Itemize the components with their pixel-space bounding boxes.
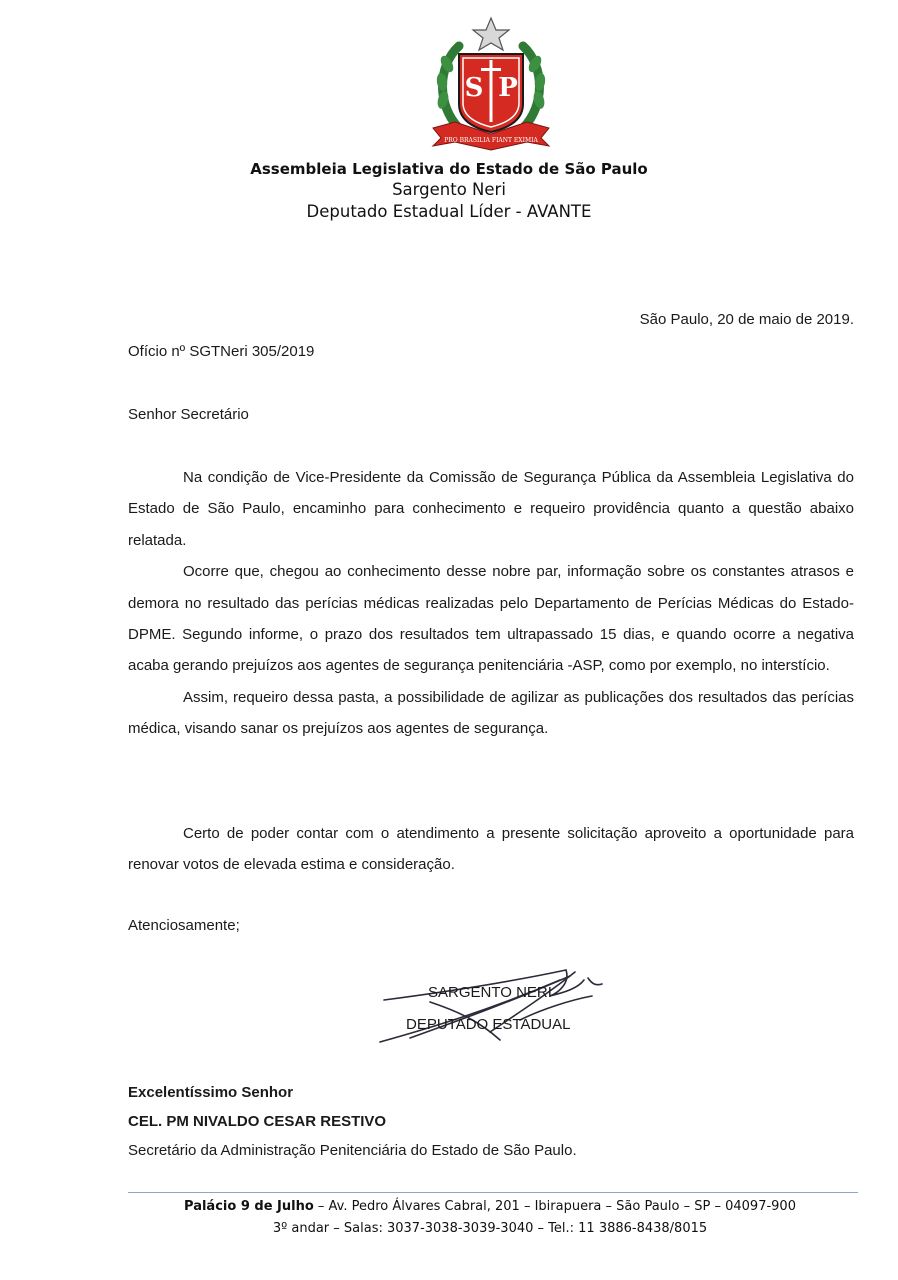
footer-rule <box>128 1192 858 1193</box>
footer-address-line <box>0 1196 898 1218</box>
regards: Atenciosamente; <box>128 917 240 934</box>
letterhead <box>0 159 898 223</box>
body-paragraph-1: Na condição de Vice-Presidente da Comissão de Segurança Pública da Assembleia Legislativa do Estado de São Paulo, encaminho para conhecimento e requeiro providência quanto a questão abaixo relatada. <box>128 469 854 549</box>
closing-text: Certo de poder contar com o atendimento a presente solicitação aproveito a oportunidade para renovar votos de elevada estima e consideração. <box>128 825 854 874</box>
seal-letter-p: P <box>498 73 518 103</box>
footer-contact-line: 3º andar – Salas: 3037-3038-3039-3040 – Tel.: 11 3886-8438/8015 <box>272 1221 708 1236</box>
body-paragraph-2: Ocorre que, chegou ao conhecimento desse nobre par, informação sobre os constantes atrasos e demora no resultado das perícias médicas realizadas pelo Departamento de Perícias Médicas do Estado- DPME. Segundo informe, o prazo dos resultados tem ultrapassado 15 dias, e quando ocorre a negativa acaba gerando prejuízos aos agentes de segurança penitenciária -ASP, como por exemplo, no interstício. <box>128 563 854 675</box>
closing-paragraph <box>128 818 854 881</box>
recipient-title: Secretário da Administração Penitenciária do Estado de São Paulo. <box>128 1142 577 1159</box>
organization-name: Assembleia Legislativa do Estado de São Paulo <box>250 160 648 178</box>
seal-motto: PRO BRASILIA FIANT EXIMIA <box>444 137 538 144</box>
handwritten-signature <box>370 962 620 1052</box>
deputy-role: Deputado Estadual Líder - AVANTE <box>306 202 592 221</box>
recipient-salutation: Excelentíssimo Senhor <box>128 1084 294 1101</box>
signature-role: DEPUTADO ESTADUAL <box>406 1016 571 1033</box>
sao-paulo-seal-icon <box>429 16 553 152</box>
footer <box>0 1196 898 1240</box>
oficio-number: Ofício nº SGTNeri 305/2019 <box>128 343 315 360</box>
recipient-name: CEL. PM NIVALDO CESAR RESTIVO <box>128 1113 387 1130</box>
recipient-block <box>128 1078 577 1165</box>
footer-building: Palácio 9 de Julho <box>184 1199 314 1214</box>
seal-letter-s: S <box>464 73 484 103</box>
letter-date: São Paulo, 20 de maio de 2019. <box>639 311 854 328</box>
footer-address: – Av. Pedro Álvares Cabral, 201 – Ibirapuera – São Paulo – SP – 04097-900 <box>313 1199 796 1214</box>
letter-body <box>128 462 854 745</box>
deputy-name: Sargento Neri <box>392 180 506 199</box>
signature-name: SARGENTO NERI <box>428 984 552 1001</box>
greeting: Senhor Secretário <box>128 406 249 423</box>
body-paragraph-3: Assim, requeiro dessa pasta, a possibilidade de agilizar as publicações dos resultados das perícias médica, visando sanar os prejuízos aos agentes de segurança. <box>128 688 854 738</box>
